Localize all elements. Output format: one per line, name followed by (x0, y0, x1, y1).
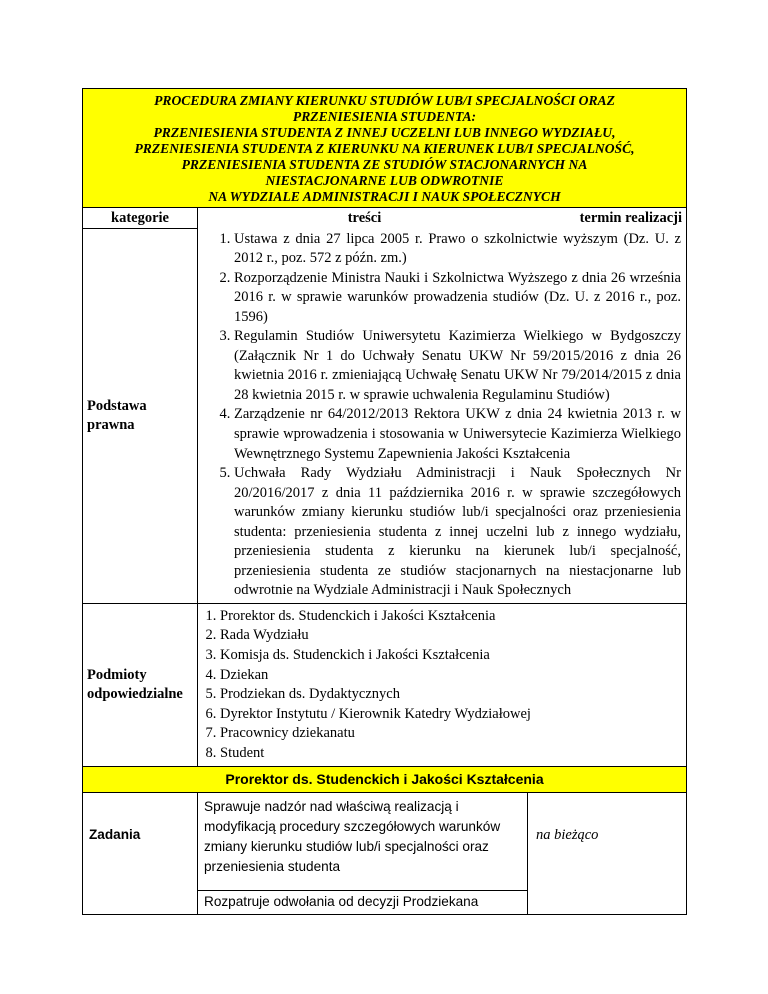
podstawa-label (83, 229, 198, 604)
list-item: 3. Komisja ds. Studenckich i Jakości Kształcenia (220, 646, 681, 666)
title-line: NA WYDZIALE ADMINISTRACJI I NAUK SPOŁECZNYCH (208, 189, 561, 204)
header-termin: termin realizacji (579, 210, 682, 226)
list-item: 1. Ustawa z dnia 27 lipca 2005 r. Prawo o szkolnictwie wyższym (Dz. U. z 2012 r., poz. 572 z późn. zm.) (234, 230, 681, 269)
podstawa-row (83, 229, 687, 604)
list-item: 2. Rada Wydziału (220, 626, 681, 646)
podstawa-label-line1: Podstawa (87, 397, 147, 414)
podstawa-content (198, 229, 687, 604)
section-prorektor-heading: Prorektor ds. Studenckich i Jakości Kształcenia (83, 766, 687, 792)
zadania-label: Zadania (89, 827, 141, 843)
list-item: 2. Rozporządzenie Ministra Nauki i Szkolnictwa Wyższego z dnia 26 września 2016 r. w sprawie warunków prowadzenia studiów (Dz. U. z 2016 r., poz. 1596) (234, 269, 681, 328)
zadanie-2: Rozpatruje odwołania od decyzji Prodziekana (198, 890, 528, 914)
zadania-label-cell (83, 792, 198, 914)
procedure-table (82, 88, 687, 915)
podmioty-label (83, 603, 198, 766)
podmioty-row (83, 603, 687, 766)
zadanie-1: Sprawuje nadzór nad właściwą realizacją i modyfikacją procedury szczegółowych warunków zmiany kierunku studiów lub/i specjalności oraz przeniesienia studenta (198, 792, 528, 890)
title-line: PRZENIESIENIA STUDENTA: (292, 109, 477, 124)
header-kategorie: kategorie (83, 208, 198, 229)
list-item: 1. Prorektor ds. Studenckich i Jakości Kształcenia (220, 607, 681, 627)
title-row (83, 89, 687, 208)
podmioty-label-line2: odpowiedzialne (87, 685, 183, 702)
list-item: 3. Regulamin Studiów Uniwersytetu Kazimierza Wielkiego w Bydgoszczy (Załącznik Nr 1 do Uchwały Senatu UKW Nr 59/2015/2016 z dnia 26 kwietnia 2016 r. zmieniającą Uchwałę Senatu UKW Nr 79/2014/2015 z dnia 28 kwietnia 2015 r. w sprawie uchwalenia Regulaminu Studiów) (234, 327, 681, 405)
list-item: 8. Student (220, 744, 681, 764)
list-item: 4. Dziekan (220, 666, 681, 686)
zadania-row-1 (83, 792, 687, 890)
legal-basis-list (198, 230, 686, 601)
title-line: PRZENIESIENIA STUDENTA ZE STUDIÓW STACJONARNYCH NA (181, 157, 588, 172)
podmioty-label-line1: Podmioty (87, 666, 147, 683)
list-item: 4. Zarządzenie nr 64/2012/2013 Rektora UKW z dnia 24 kwietnia 2013 r. w sprawie wprowadzenia i stosowania w Uniwersytecie Kazimierza Wielkiego Wewnętrznego Systemu Zapewnienia Jakości Kształcenia (234, 405, 681, 464)
responsible-list (198, 604, 686, 766)
title-line: PROCEDURA ZMIANY KIERUNKU STUDIÓW LUB/I SPECJALNOŚCI ORAZ (154, 93, 615, 108)
list-item: 5. Prodziekan ds. Dydaktycznych (220, 685, 681, 705)
list-item: 7. Pracownicy dziekanatu (220, 724, 681, 744)
title-line: PRZENIESIENIA STUDENTA Z KIERUNKU NA KIERUNEK LUB/I SPECJALNOŚĆ, (134, 141, 635, 156)
header-row (83, 208, 687, 229)
title-line: PRZENIESIENIA STUDENTA Z INNEJ UCZELNI LUB INNEGO WYDZIAŁU, (153, 125, 616, 140)
section-row (83, 766, 687, 792)
termin-cell (528, 792, 687, 914)
list-item: 5. Uchwała Rady Wydziału Administracji i Nauk Społecznych Nr 20/2016/2017 z dnia 11 października 2016 r. w sprawie szczegółowych warunków zmiany kierunku studiów lub/i specjalności oraz przeniesienia studenta: przeniesienia studenta z innej uczelni lub z innego wydziału, przeniesienia studenta z kierunku na kierunek lub/i specjalność, przeniesienia studenta ze studiów stacjonarnych na niestacjonarne lub odwrotnie na Wydziale Administracji i Nauk Społecznych (234, 464, 681, 601)
termin-value: na bieżąco (536, 827, 599, 844)
podmioty-content (198, 603, 687, 766)
title-line: NIESTACJONARNE LUB ODWROTNIE (265, 173, 504, 188)
podstawa-label-line2: prawna (87, 416, 135, 433)
header-tresci: treści (347, 210, 382, 226)
procedure-title (83, 89, 687, 208)
list-item: 6. Dyrektor Instytutu / Kierownik Katedry Wydziałowej (220, 705, 681, 725)
header-content-cell (198, 208, 687, 229)
procedure-document (82, 88, 686, 915)
